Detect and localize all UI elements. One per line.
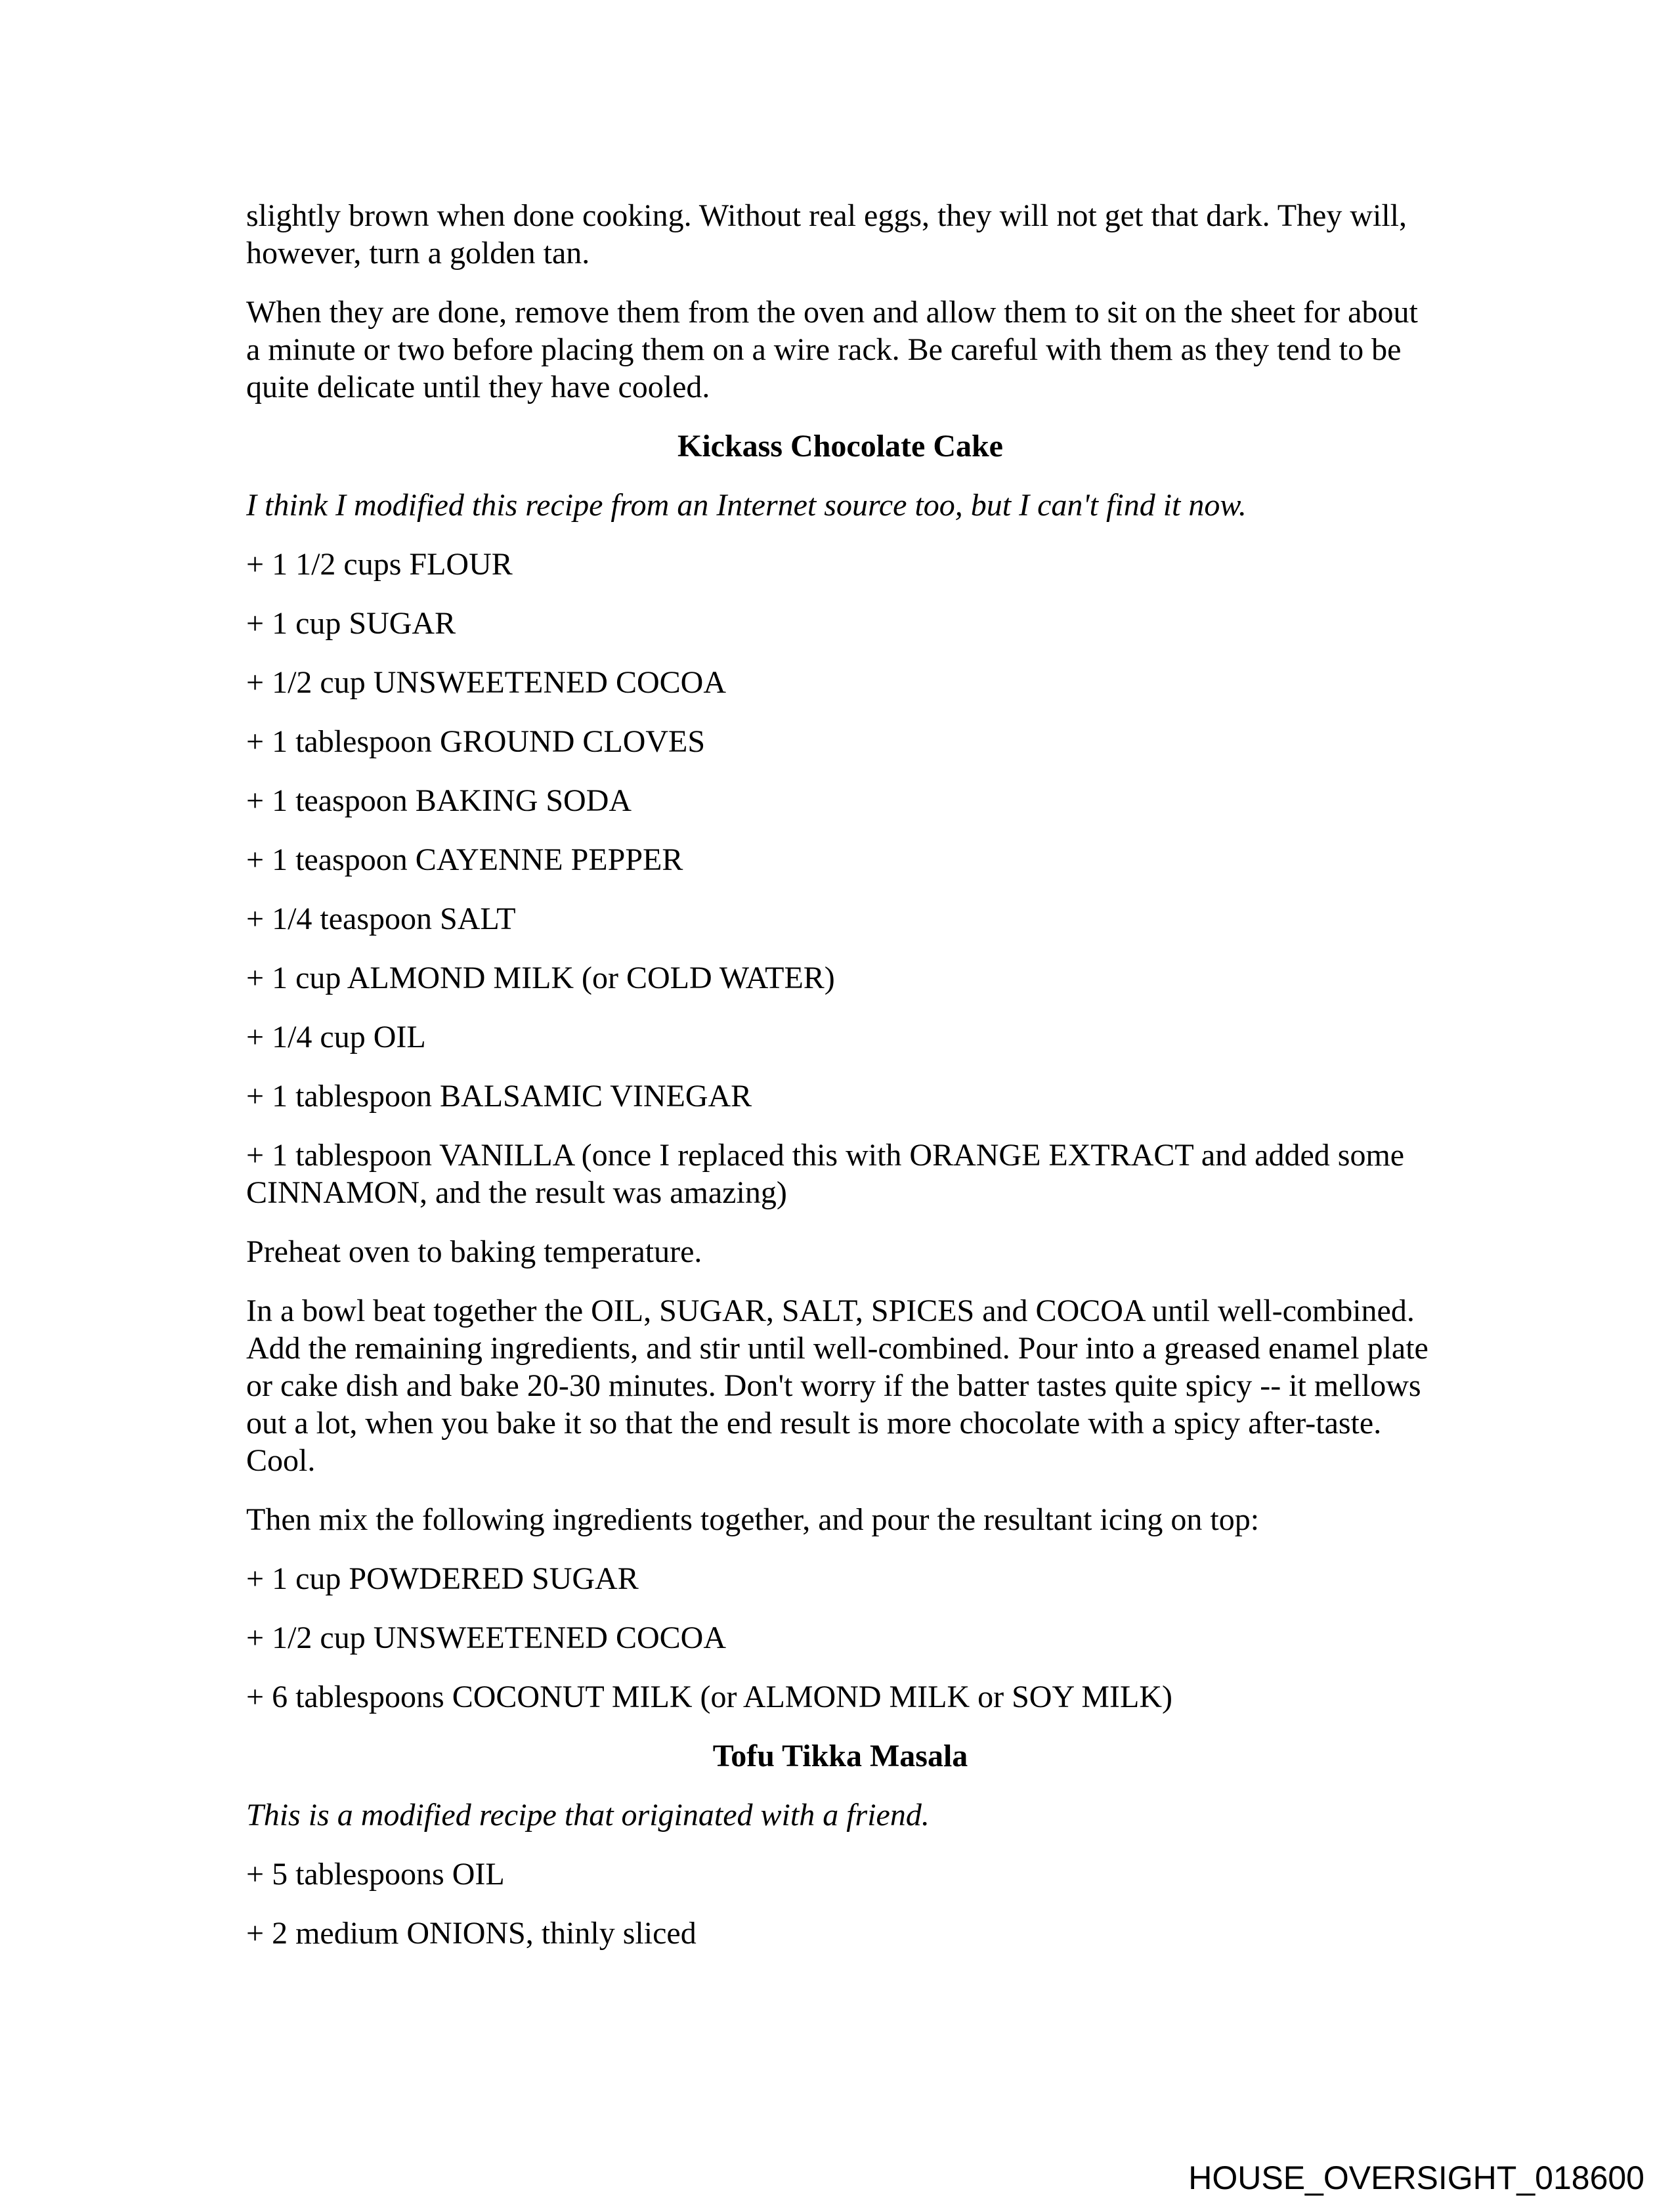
ingredient-item: + 1/4 teaspoon SALT [246, 901, 516, 936]
ingredient-item: + 1 1/2 cups FLOUR [246, 547, 513, 582]
icing-ingredient-item: + 6 tablespoons COCONUT MILK (or ALMOND MILK or SOY MILK) [246, 1680, 1172, 1714]
cake-step-mix: In a bowl beat together the OIL, SUGAR, SALT, SPICES and COCOA until well-combined. Add the remaining ingredients, and stir until well-combined. Pour into a greased enamel plate or cake dish and bake 20-30 minutes. Don't worry if the batter tastes quite spicy -- it mellows out a lot, when you bake it so that the end result is more chocolate with a spicy after-taste. Cool. [246, 1293, 1428, 1478]
cake-recipe-note: I think I modified this recipe from an Internet source too, but I can't find it now. [246, 488, 1247, 523]
document-page [246, 197, 1434, 1974]
ingredient-item: + 1 tablespoon BALSAMIC VINEGAR [246, 1079, 752, 1114]
ingredient-item: + 1 tablespoon GROUND CLOVES [246, 724, 706, 759]
bates-number: HOUSE_OVERSIGHT_018600 [1188, 2159, 1644, 2196]
ingredient-item: + 1 teaspoon CAYENNE PEPPER [246, 842, 683, 877]
intro-paragraph-2: When they are done, remove them from the oven and allow them to sit on the sheet for about a minute or two before placing them on a wire rack. Be careful with them as they tend to be quite delicate until they have cooled. [246, 295, 1418, 404]
cake-recipe-title: Kickass Chocolate Cake [677, 429, 1003, 464]
cake-step-preheat: Preheat oven to baking temperature. [246, 1234, 702, 1269]
ingredient-item: + 1/2 cup UNSWEETENED COCOA [246, 665, 726, 700]
tofu-recipe-title: Tofu Tikka Masala [712, 1739, 968, 1773]
icing-ingredient-item: + 1/2 cup UNSWEETENED COCOA [246, 1620, 726, 1655]
ingredient-item: + 1 tablespoon VANILLA (once I replaced this with ORANGE EXTRACT and added some CINNAMON, and the result was amazing) [246, 1138, 1405, 1210]
ingredient-item: + 1 cup ALMOND MILK (or COLD WATER) [246, 961, 835, 995]
ingredient-item: + 1 cup SUGAR [246, 606, 456, 641]
intro-paragraph-1: slightly brown when done cooking. Without real eggs, they will not get that dark. They will, however, turn a golden tan. [246, 198, 1407, 271]
tofu-recipe-note: This is a modified recipe that originated with a friend. [246, 1798, 930, 1832]
ingredient-item: + 1/4 cup OIL [246, 1020, 426, 1054]
ingredient-item: + 2 medium ONIONS, thinly sliced [246, 1916, 697, 1951]
ingredient-item: + 5 tablespoons OIL [246, 1857, 505, 1892]
ingredient-item: + 1 teaspoon BAKING SODA [246, 783, 632, 818]
cake-step-icing: Then mix the following ingredients together, and pour the resultant icing on top: [246, 1502, 1260, 1537]
icing-ingredient-item: + 1 cup POWDERED SUGAR [246, 1561, 639, 1596]
